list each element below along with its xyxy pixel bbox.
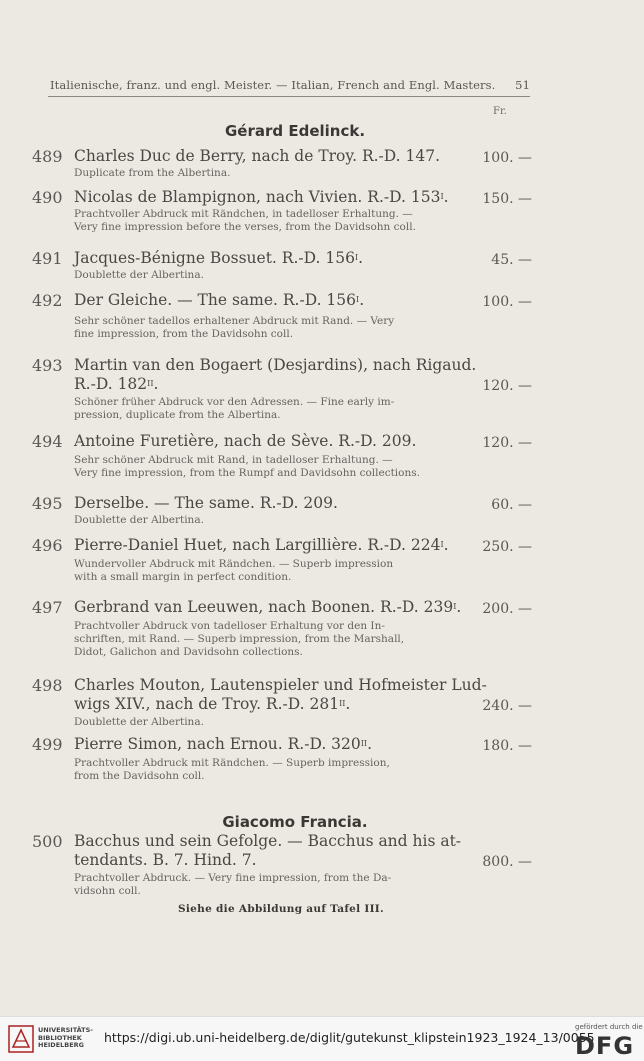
footer-bar bbox=[0, 1016, 644, 1061]
lot-title: Martin van den Bogaert (Desjardins), nach Rigaud. bbox=[74, 356, 477, 374]
lot-title: R.-D. $182^{II}$. bbox=[74, 375, 159, 393]
lot-number: 497 bbox=[32, 598, 63, 617]
section-title-francia: Giacomo Francia. bbox=[222, 813, 368, 831]
university-name: UNIVERSITÄTS- BIBLIOTHEK HEIDELBERG bbox=[38, 1026, 93, 1049]
funded-by-label: gefördert durch die bbox=[575, 1023, 643, 1031]
source-url-link[interactable]: https://digi.ub.uni-heidelberg.de/diglit/gutekunst_klipstein1923_1924_13/0055 bbox=[104, 1030, 595, 1045]
lot-title: Jacques-Bénigne Bossuet. R.-D. $156^I$. bbox=[74, 249, 364, 267]
lot-price: 800. — bbox=[482, 854, 532, 870]
lot-number: 491 bbox=[32, 249, 63, 268]
lot-description: Doublette der Albertina. bbox=[74, 269, 204, 281]
lot-description: Prachtvoller Abdruck mit Rändchen, in tadelloser Erhaltung. — bbox=[74, 208, 413, 220]
lot-price: 120. — bbox=[482, 378, 532, 394]
lot-number: 495 bbox=[32, 494, 63, 513]
plate-caption: Siehe die Abbildung auf Tafel III. bbox=[178, 903, 384, 915]
dfg-logo: DFG bbox=[575, 1032, 635, 1060]
lot-description: vidsohn coll. bbox=[74, 885, 141, 897]
lot-description: Doublette der Albertina. bbox=[74, 716, 204, 728]
lot-description: Wundervoller Abdruck mit Rändchen. — Superb impression bbox=[74, 558, 394, 570]
lot-price: 240. — bbox=[482, 698, 532, 714]
lot-title: wigs XIV., nach de Troy. R.-D. $281^{II}$. bbox=[74, 695, 351, 713]
lot-description: Prachtvoller Abdruck. — Very fine impression, from the Da- bbox=[74, 872, 392, 884]
lot-price: 45. — bbox=[491, 252, 532, 268]
lot-number: 489 bbox=[32, 147, 63, 166]
section-title-edelinck: Gérard Edelinck. bbox=[224, 122, 366, 140]
lot-title: Derselbe. — The same. R.-D. 209. bbox=[74, 494, 338, 512]
lot-description: fine impression, from the Davidsohn coll. bbox=[74, 328, 294, 340]
state-superscript: I bbox=[356, 295, 360, 304]
lot-description: Sehr schöner Abdruck mit Rand, in tadelloser Erhaltung. — bbox=[74, 454, 393, 466]
lot-number: 490 bbox=[32, 188, 63, 207]
header-rule bbox=[48, 96, 530, 97]
lot-number: 494 bbox=[32, 432, 63, 451]
lot-description: from the Davidsohn coll. bbox=[74, 770, 205, 782]
lot-price: 100. — bbox=[482, 150, 532, 166]
lot-title: Pierre Simon, nach Ernou. R.-D. $320^{II}$. bbox=[74, 735, 373, 753]
lot-description: pression, duplicate from the Albertina. bbox=[74, 409, 281, 421]
lot-price: 150. — bbox=[482, 191, 532, 207]
lot-number: 492 bbox=[32, 291, 63, 310]
currency-label: Fr. bbox=[493, 106, 507, 117]
lot-number: 496 bbox=[32, 536, 63, 555]
lot-number: 500 bbox=[32, 832, 63, 851]
lot-number: 493 bbox=[32, 356, 63, 375]
lot-price: 180. — bbox=[482, 738, 532, 754]
lot-price: 120. — bbox=[482, 435, 532, 451]
lot-description: Doublette der Albertina. bbox=[74, 514, 204, 526]
lot-title: tendants. B. 7. Hind. 7. bbox=[74, 851, 257, 869]
lot-description: Didot, Galichon and Davidsohn collections. bbox=[74, 646, 303, 658]
state-superscript: I bbox=[453, 602, 457, 611]
running-header bbox=[50, 78, 530, 92]
lot-title: Antoine Furetière, nach de Sève. R.-D. 209. bbox=[74, 432, 417, 450]
running-title: Italienische, franz. und engl. Meister. — Italian, French and Engl. Masters. bbox=[50, 78, 496, 92]
lot-description: Very fine impression, from the Rumpf and Davidsohn collections. bbox=[74, 467, 420, 479]
lot-number: 499 bbox=[32, 735, 63, 754]
page-number: 51 bbox=[515, 78, 530, 92]
lot-title: Charles Mouton, Lautenspieler und Hofmeister Lud- bbox=[74, 676, 487, 694]
lot-description: Duplicate from the Albertina. bbox=[74, 167, 231, 179]
lot-price: 60. — bbox=[491, 497, 532, 513]
lot-description: Prachtvoller Abdruck von tadelloser Erhaltung vor den In- bbox=[74, 620, 385, 632]
state-superscript: II bbox=[339, 699, 346, 708]
lot-description: Very fine impression before the verses, from the Davidsohn coll. bbox=[74, 221, 416, 233]
lot-price: 100. — bbox=[482, 294, 532, 310]
state-superscript: I bbox=[354, 253, 359, 262]
state-superscript: II bbox=[147, 379, 154, 388]
state-superscript: I bbox=[440, 540, 444, 549]
university-seal-icon bbox=[8, 1025, 34, 1053]
lot-title: Der Gleiche. — The same. R.-D. $156^I$. bbox=[74, 291, 365, 309]
lot-description: with a small margin in perfect condition. bbox=[74, 571, 292, 583]
lot-description: Prachtvoller Abdruck mit Rändchen. — Superb impression, bbox=[74, 757, 390, 769]
lot-title: Nicolas de Blampignon, nach Vivien. R.-D. $153^I$. bbox=[74, 188, 449, 206]
lot-number: 498 bbox=[32, 676, 63, 695]
lot-title: Charles Duc de Berry, nach de Troy. R.-D. 147. bbox=[74, 147, 441, 165]
lot-title: Pierre-Daniel Huet, nach Largillière. R.-D. $224^I$. bbox=[74, 536, 449, 554]
lot-price: 250. — bbox=[482, 539, 532, 555]
lot-title: Bacchus und sein Gefolge. — Bacchus and his at- bbox=[74, 832, 462, 850]
state-superscript: I bbox=[440, 192, 444, 201]
lot-title: Gerbrand van Leeuwen, nach Boonen. R.-D. $239^I$. bbox=[74, 598, 462, 616]
lot-description: Schöner früher Abdruck vor den Adressen. — Fine early im- bbox=[74, 396, 395, 408]
lot-price: 200. — bbox=[482, 601, 532, 617]
state-superscript: II bbox=[360, 739, 368, 748]
lot-description: schriften, mit Rand. — Superb impression, from the Marshall, bbox=[74, 633, 405, 645]
lot-description: Sehr schöner tadellos erhaltener Abdruck mit Rand. — Very bbox=[74, 315, 395, 327]
